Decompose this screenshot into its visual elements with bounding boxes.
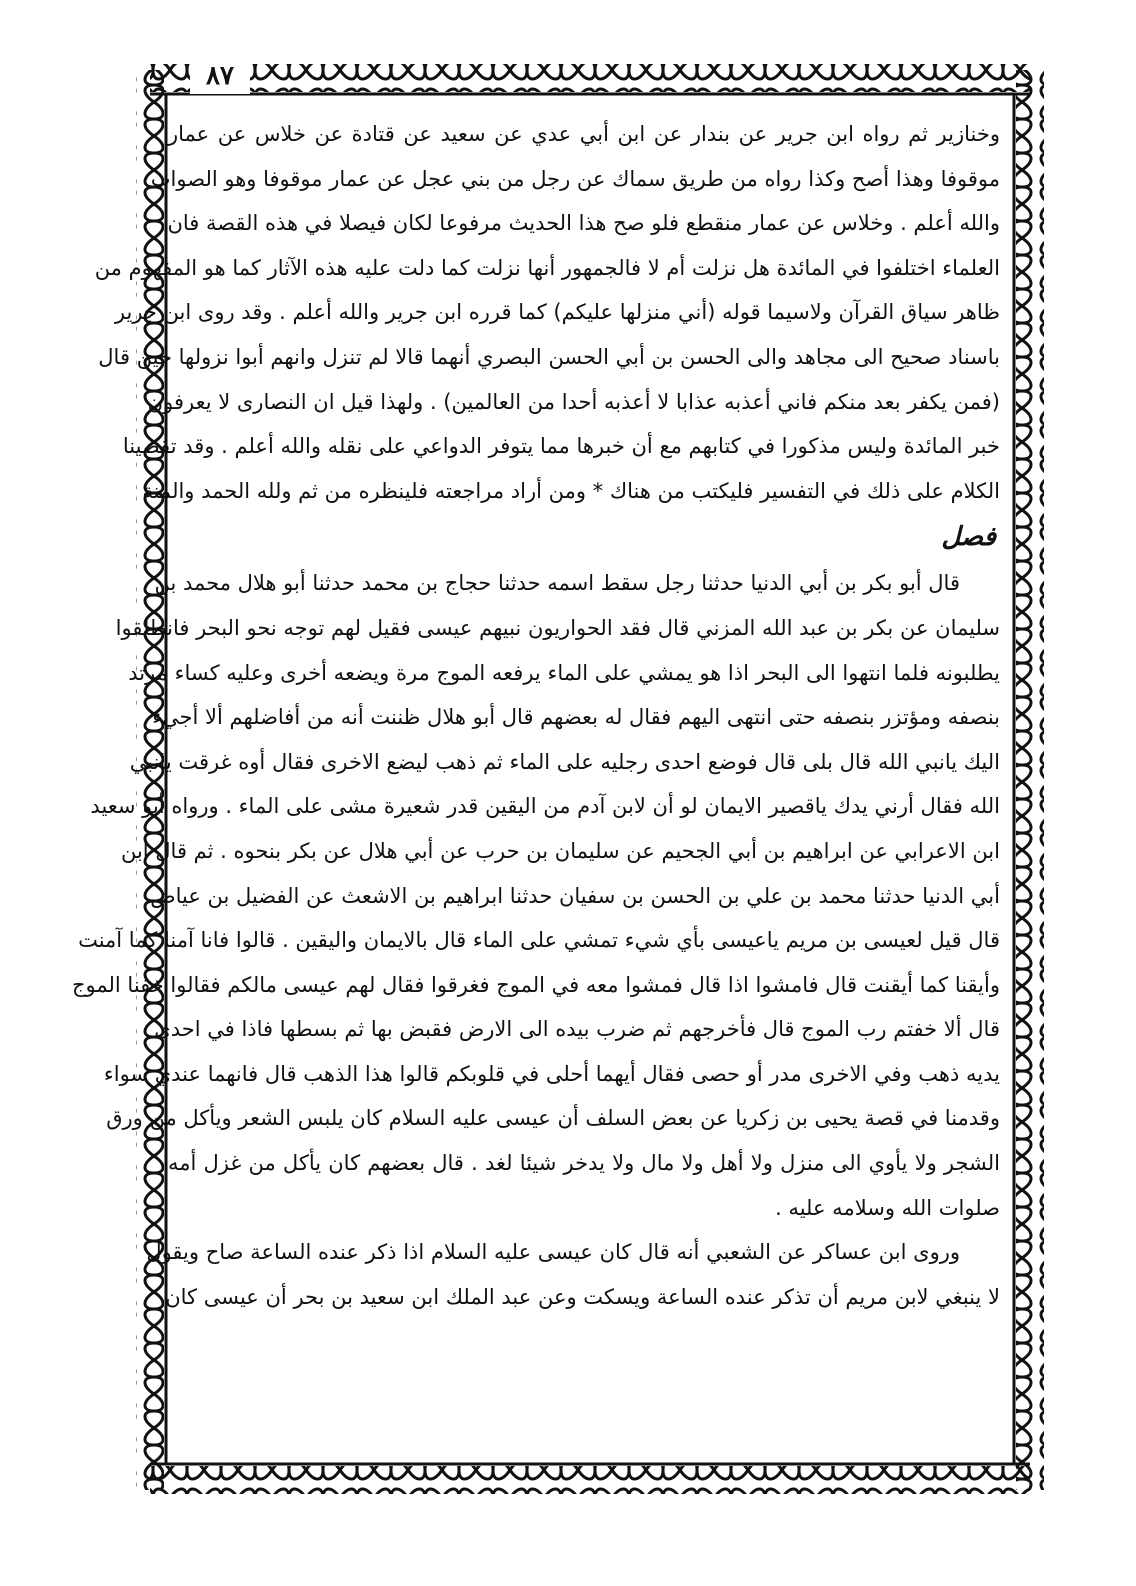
section-heading: فصل <box>941 522 996 553</box>
text-line: اليك يانبي الله قال بلى قال فوضع احدى رجليه على الماء ثم ذهب ليضع الاخرى فقال أوه غرقت يانبي <box>129 749 1000 774</box>
text-line: باسناد صحيح الى مجاهد والى الحسن بن أبي الحسن البصري أنهما قالا لم تنزل وانهم أبوا نزولها حين قال <box>98 344 1000 369</box>
text-line: وروى ابن عساكر عن الشعبي أنه قال كان عيسى عليه السلام اذا ذكر عنده الساعة صاح ويقول <box>146 1240 960 1265</box>
text-line: لا ينبغي لابن مريم أن تذكر عنده الساعة ويسكت وعن عبد الملك ابن سعيد بن بحر أن عيسى كان <box>165 1284 1000 1309</box>
paragraph-2 <box>71 561 1000 1230</box>
text-line: وأيقنا كما أيقنت قال فامشوا اذا قال فمشوا معه في الموج فغرقوا فقال لهم عيسى مالكم فقالوا خفنا الموج <box>71 972 1000 997</box>
text-line: قال أبو بكر بن أبي الدنيا حدثنا رجل سقط اسمه حدثنا حجاج بن محمد حدثنا أبو هلال محمد بن <box>154 571 960 596</box>
page-number: ٨٧ <box>190 58 250 94</box>
text-line: خبر المائدة وليس مذكورا في كتابهم مع أن خبرها مما يتوفر الدواعي على نقله والله أعلم . وقد تقصينا <box>122 434 1000 459</box>
text-line: موقوفا وهذا أصح وكذا رواه من طريق سماك عن رجل من بني عجل عن عمار موقوفا وهو الصواب <box>150 166 1000 191</box>
text-line: والله أعلم . وخلاس عن عمار منقطع فلو صح هذا الحديث مرفوعا لكان فيصلا في هذه القصة فان <box>167 211 1000 236</box>
text-line: الشجر ولا يأوي الى منزل ولا أهل ولا مال ولا يدخر شيئا لغد . قال بعضهم كان يأكل من غزل أمه <box>168 1151 1000 1176</box>
text-line: قال قيل لعيسى بن مريم ياعيسى بأي شيء تمشي على الماء قال بالايمان واليقين . قالوا فانا آمنا كما آمنت <box>78 928 1000 953</box>
text-line: الكلام على ذلك في التفسير فليكتب من هناك * ومن أراد مراجعته فلينظره من ثم ولله الحمد والمنة <box>142 478 1000 503</box>
text-line: وقدمنا في قصة يحيى بن زكريا عن بعض السلف أن عيسى عليه السلام كان يلبس الشعر ويأكل من ورق <box>106 1106 1000 1131</box>
text-line: يديه ذهب وفي الاخرى مدر أو حصى فقال أيهما أحلى في قلوبكم قالوا هذا الذهب قال فانهما عندي سواء <box>103 1061 1000 1086</box>
text-line: ظاهر سياق القرآن ولاسيما قوله (أني منزلها عليكم) كما قرره ابن جرير والله أعلم . وقد روى ابن جرير <box>114 300 1000 325</box>
paragraph-3 <box>146 1230 1000 1319</box>
text-line: العلماء اختلفوا في المائدة هل نزلت أم لا فالجمهور أنها نزلت كما دلت عليه هذه الآثار كما هو المفهوم من <box>94 255 1000 280</box>
main-text <box>71 112 1000 1319</box>
text-line: قال ألا خفتم رب الموج قال فأخرجهم ثم ضرب بيده الى الارض فقبض بها ثم بسطها فاذا في احدى <box>154 1017 1000 1042</box>
paragraph-1 <box>94 112 1000 513</box>
text-line: وخنازير ثم رواه ابن جرير عن بندار عن ابن أبي عدي عن سعيد عن قتادة عن خلاس عن عمار <box>168 122 1000 146</box>
text-line: (فمن يكفر بعد منكم فاني أعذبه عذابا لا أعذبه أحدا من العالمين) . ولهذا قيل ان النصارى لا يعرفون <box>147 389 1000 414</box>
text-line: ابن الاعرابي عن ابراهيم بن أبي الجحيم عن سليمان بن حرب عن أبي هلال عن بكر بنحوه . ثم قال ابن <box>120 838 1000 863</box>
text-line: الله فقال أرني يدك ياقصير الايمان لو أن لابن آدم من اليقين قدر شعيرة مشى على الماء . ورواه أبو سعيد <box>90 794 1000 819</box>
text-line: يطلبونه فلما انتهوا الى البحر اذا هو يمشي على الماء يرفعه الموج مرة ويضعه أخرى وعليه كساء مرتد <box>128 660 1000 685</box>
text-line: صلوات الله وسلامه عليه . <box>775 1195 1000 1220</box>
text-line: أبي الدنيا حدثنا محمد بن علي بن الحسن بن سفيان حدثنا ابراهيم بن الاشعث عن الفضيل بن عياض <box>150 883 1000 908</box>
text-line: سليمان عن بكر بن عبد الله المزني قال فقد الحواريون نبيهم عيسى فقيل لهم توجه نحو البحر فانطلقوا <box>115 615 1000 640</box>
text-line: بنصفه ومؤتزر بنصفه حتى انتهى اليهم فقال له بعضهم قال أبو هلال ظننت أنه من أفاضلهم ألا أجيء <box>152 705 1000 730</box>
